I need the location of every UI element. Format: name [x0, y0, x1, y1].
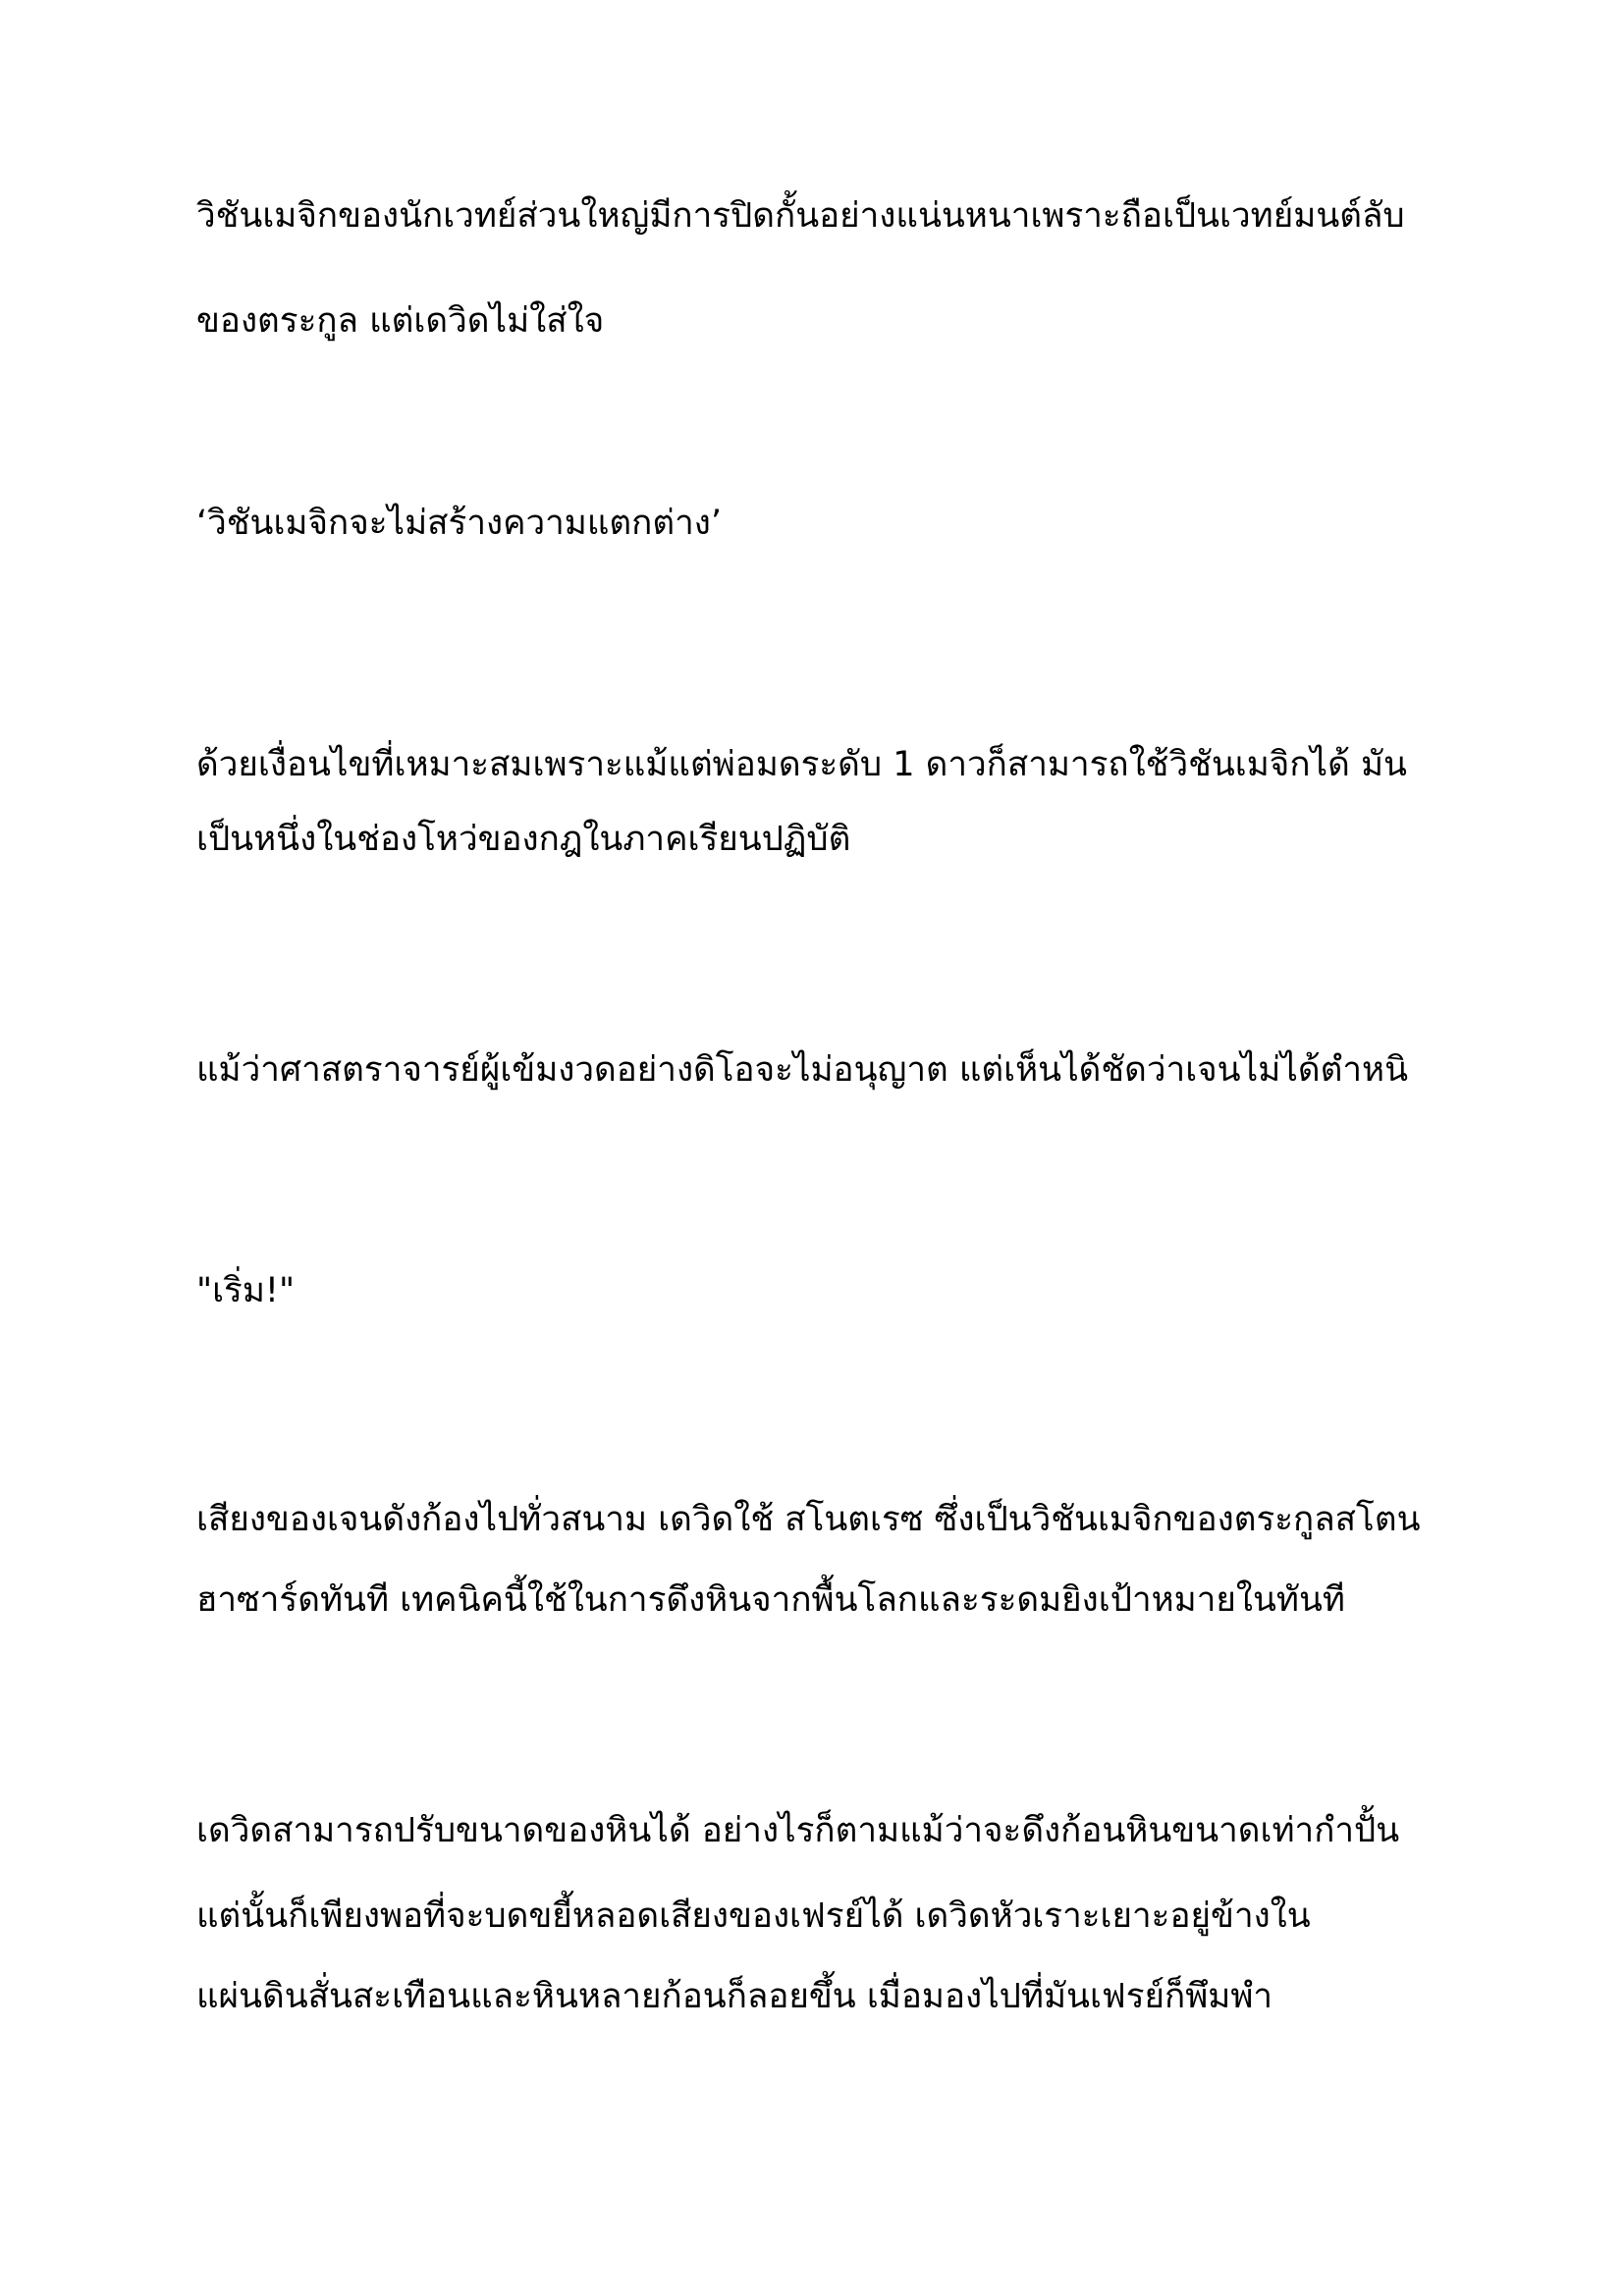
- paragraph-1-line-2: ของตระกูล แต่เดวิดไม่ใส่ใจ: [196, 301, 605, 341]
- paragraph-5-line-1: "เริ่ม!": [196, 1271, 296, 1310]
- paragraph-7-line-2: แต่นั้นก็เพียงพอที่จะบดขยี้หลอดเสียงของเฟรย์ได้ เดวิดหัวเราะเยาะอยู่ข้างใน: [196, 1896, 1311, 1936]
- paragraph-3-line-1: ด้วยเงื่อนไขที่เหมาะสมเพราะแม้แต่พ่อมดระดับ 1 ดาวก็สามารถใช้วิชันเมจิกได้ มัน: [196, 745, 1407, 784]
- paragraph-7-line-3: แผ่นดินสั่นสะเทือนและหินหลายก้อนก็ลอยขึ้น เมื่อมองไปที่มันเฟรย์ก็พึมพำ: [196, 1977, 1273, 2016]
- paragraph-2-line-1: ‘วิชันเมจิกจะไม่สร้างความแตกต่าง’: [196, 504, 722, 543]
- paragraph-1-line-1: วิชันเมจิกของนักเวทย์ส่วนใหญ่มีการปิดกั้นอย่างแน่นหนาเพราะถือเป็นเวทย์มนต์ลับ: [196, 196, 1405, 236]
- paragraph-3-line-2: เป็นหนึ่งในช่องโหว่ของกฎในภาคเรียนปฏิบัติ: [196, 820, 851, 859]
- paragraph-7-line-1: เดวิดสามารถปรับขนาดของหินได้ อย่างไรก็ตามแม้ว่าจะดึงก้อนหินขนาดเท่ากำปั้น: [196, 1811, 1400, 1850]
- paragraph-6-line-2: ฮาซาร์ดทันที เทคนิคนี้ใช้ในการดึงหินจากพื้นโลกและระดมยิงเป้าหมายในทันที: [196, 1580, 1345, 1620]
- paragraph-4-line-1: แม้ว่าศาสตราจารย์ผู้เข้มงวดอย่างดิโอจะไม่อนุญาต แต่เห็นได้ชัดว่าเจนไม่ได้ตำหนิ: [196, 1050, 1408, 1090]
- paragraph-6-line-1: เสียงของเจนดังก้องไปทั่วสนาม เดวิดใช้ สโนตเรซ ซึ่งเป็นวิชันเมจิกของตระกูลสโตน: [196, 1500, 1421, 1539]
